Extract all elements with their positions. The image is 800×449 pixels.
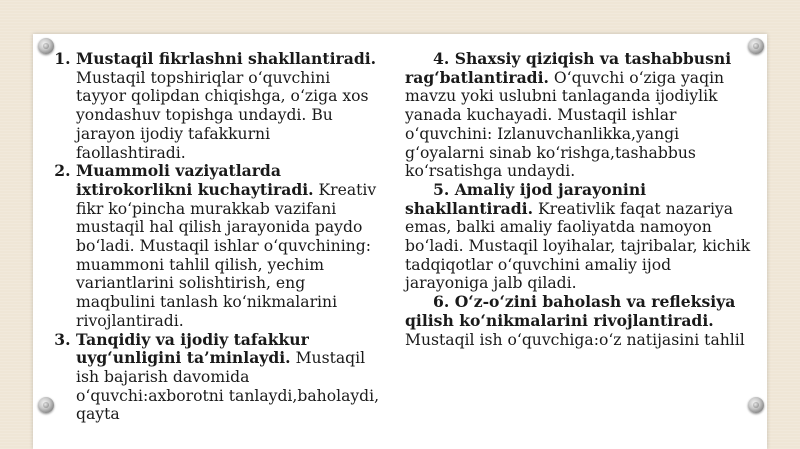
pushpin-icon: [38, 38, 54, 54]
paragraph-heading: 4. Shaxsiy qiziqish va tashabbusni rag‘batlantiradi.: [405, 49, 732, 87]
paragraph: [405, 50, 757, 181]
item-body: Mustaqil ish bajarish davomida o‘quvchi:axborotni tanlaydi,baholaydi, qayta: [76, 349, 380, 424]
left-column: [51, 50, 381, 424]
item-body: Mustaqil topshiriqlar o‘quvchini tayyor qolipdan chiqishga, o‘ziga xos yondashuv topishga undaydi. Bu jarayon ijodiy tafakkurni faollashtiradi.: [76, 68, 369, 162]
list-item: [76, 331, 381, 425]
item-heading: Tanqidiy va ijodiy tafakkur uyg‘unligini ta’minlaydi.: [76, 329, 309, 368]
paragraph-body: Kreativlik faqat nazariya emas, balki amaliy faoliyatda namoyon bo‘ladi. Mustaqil loyihalar, tajribalar, kichik tadqiqotlar o‘quvchini amaliy ijod jarayoniga jalb qiladi.: [405, 199, 751, 293]
paragraph-body: O‘quvchi o‘ziga yaqin mavzu yoki uslubni tanlaganda ijodiylik yanada kuchayadi. Mustaqil ishlar o‘quvchini: Izlanuvchanlikka,yangi g‘oyalarni sinab ko‘rishga,tashabbus ko‘rsatishga undaydi.: [405, 68, 725, 181]
item-heading: Mustaqil fikrlashni shakllantiradi.: [76, 49, 377, 68]
item-heading: Muammoli vaziyatlarda ixtirokorlikni kuchaytiradi.: [76, 161, 314, 199]
paragraph-heading: 5. Amaliy ijod jarayonini shakllantiradi.: [405, 179, 647, 218]
list-item: [76, 50, 381, 162]
list-item: [76, 162, 381, 330]
paragraph: [405, 181, 757, 293]
numbered-list: [51, 50, 381, 424]
paper-sheet: [33, 34, 767, 449]
pushpin-icon: [748, 38, 764, 54]
paragraph-body: Mustaqil ish o‘quvchiga:o‘z natijasini tahlil: [405, 330, 745, 349]
pushpin-icon: [748, 397, 764, 413]
right-column: [405, 50, 757, 349]
pushpin-icon: [38, 397, 54, 413]
item-body: Kreativ fikr ko‘pincha murakkab vazifani mustaqil hal qilish jarayonida paydo bo‘ladi. Mustaqil ishlar o‘quvchining: muammoni tahlil qilish, yechim variantlarini solishtirish, eng maqbulini tanlash ko‘nikmalarini rivojlantiradi.: [76, 180, 377, 330]
paragraph-heading: 6. O‘z-o‘zini baholash va refleksiya qilish ko‘nikmalarini rivojlantiradi.: [405, 292, 736, 330]
paragraph: [405, 293, 757, 349]
